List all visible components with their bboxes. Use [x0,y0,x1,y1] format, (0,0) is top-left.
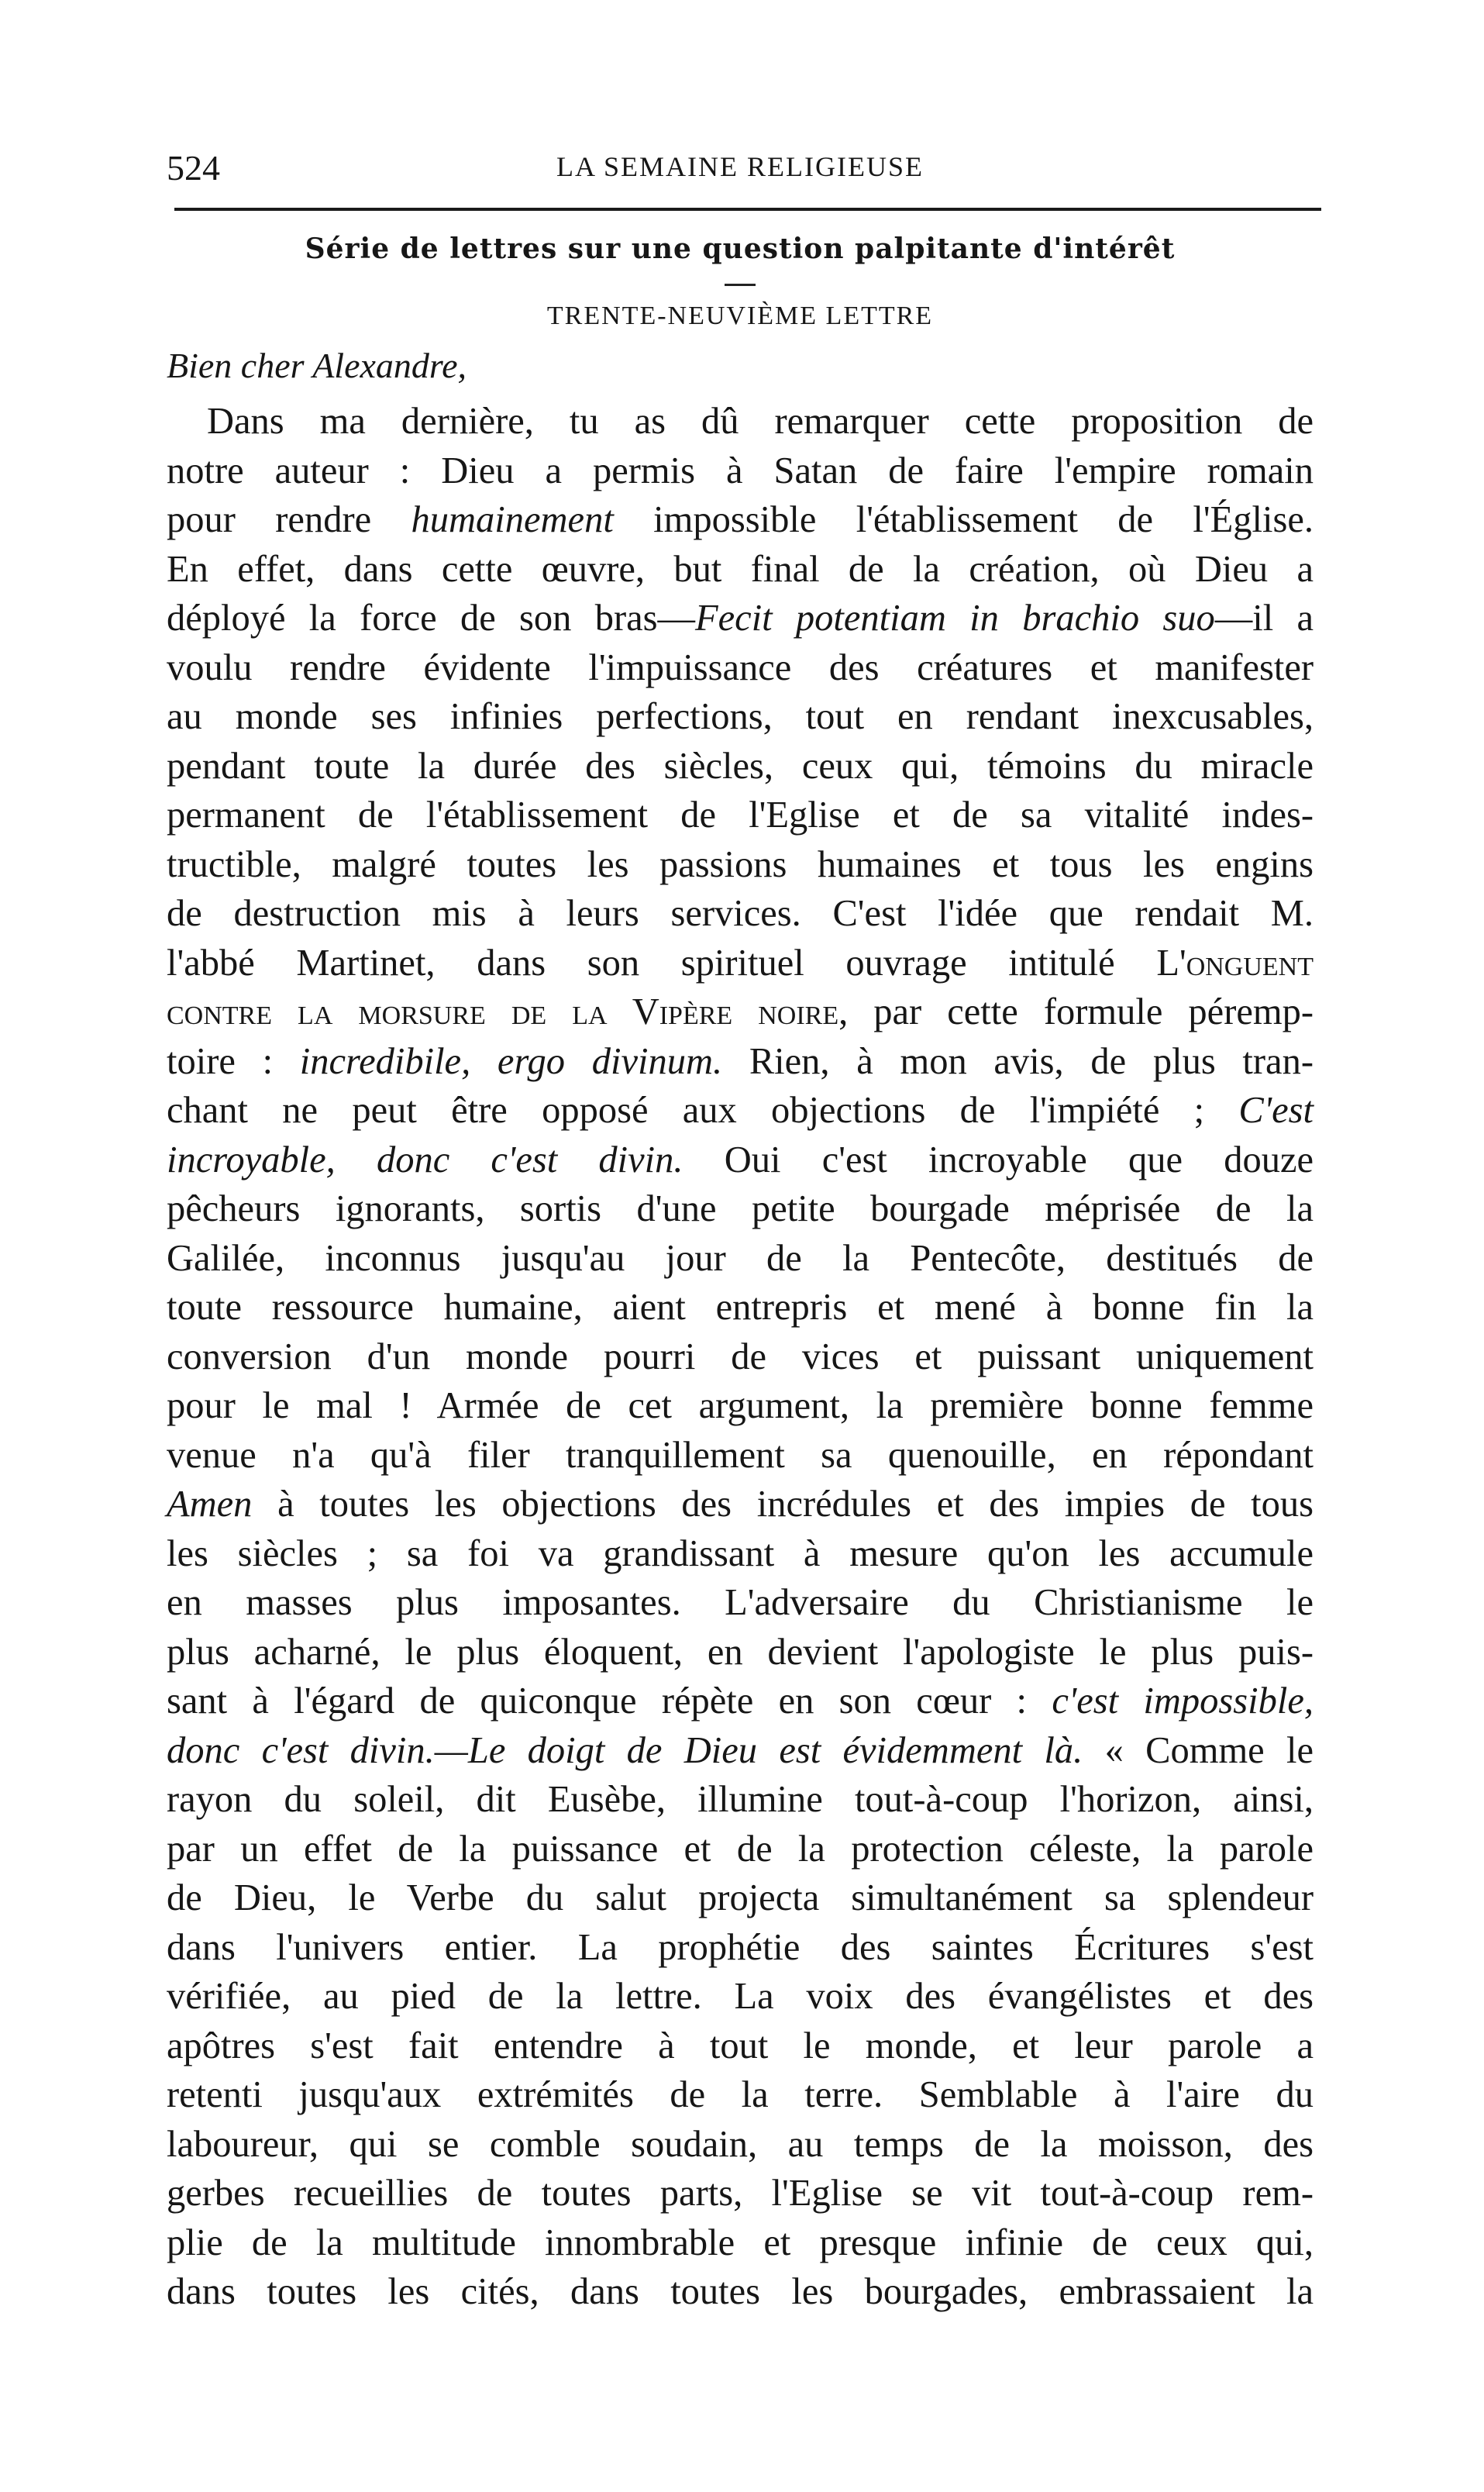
text-line [167,495,1314,545]
text-line [167,643,1314,693]
text-line [167,1381,1314,1431]
text-line [167,2267,1314,2317]
text-line [167,742,1314,791]
text-segment: pêcheurs ignorants, sortis d'une petite bourgade méprisée de la [167,1188,1314,1229]
text-segment: l'abbé Martinet, dans son spirituel ouvrage intitulé [167,942,1157,984]
text-line [167,1184,1314,1234]
document-page [167,132,1314,2317]
text-line [167,840,1314,890]
text-segment: chant ne peut être opposé aux objections de l'impiété ; [167,1090,1239,1131]
text-line [167,1234,1314,1284]
text-segment: c'est impossible, [1052,1680,1314,1722]
text-segment: les siècles ; sa foi va grandissant à mesure qu'on les accumule [167,1532,1314,1574]
salutation: Bien cher Alexandre, [167,346,467,385]
text-segment: incredibile, ergo divinum. [299,1040,723,1082]
text-line [167,1431,1314,1480]
letter-number: TRENTE-NEUVIÈME LETTRE [546,302,934,330]
text-line [167,1529,1314,1579]
text-segment: L'onguent [1156,942,1314,984]
text-segment: Galilée, inconnus jusqu'au jour de la Pentecôte, destitués de [167,1237,1314,1279]
text-segment: tructible, malgré toutes les passions humaines et tous les engins [167,843,1314,885]
text-segment: , par cette formule péremp- [838,991,1314,1032]
text-line [167,1677,1314,1726]
text-segment: Rien, à mon avis, de plus tran- [722,1040,1314,1082]
text-segment: Fecit potentiam in brachio suo [695,598,1215,639]
text-segment: conversion d'un monde pourri de vices et puissant uniquement [167,1336,1314,1377]
text-line [167,2022,1314,2071]
page-number: 524 [167,148,220,188]
text-line [167,1086,1314,1136]
text-segment: plus acharné, le plus éloquent, en devient l'apologiste le plus puis- [167,1631,1314,1673]
text-segment: pour le mal ! Armée de cet argument, la première bonne femme [167,1385,1314,1426]
text-segment: donc c'est divin.—Le doigt de Dieu est évidemment là. [167,1729,1083,1771]
text-line [167,1578,1314,1628]
text-line [167,1136,1314,1185]
text-segment: impossible l'établissement de l'Église. [613,499,1314,540]
text-segment: de Dieu, le Verbe du salut projecta simultanément sa splendeur [167,1877,1314,1918]
text-segment: de destruction mis à leurs services. C'est l'idée que rendait M. [167,893,1314,934]
text-segment: dans toutes les cités, dans toutes les bourgades, embrassaient la [167,2271,1314,2312]
text-segment: rayon du soleil, dit Eusèbe, illumine tout-à-coup l'horizon, ainsi, [167,1779,1314,1820]
text-segment: Oui c'est incroyable que douze [683,1139,1314,1181]
text-segment: sant à l'égard de quiconque répète en son cœur : [167,1680,1052,1722]
text-segment: voulu rendre évidente l'impuissance des créatures et manifester [167,646,1314,688]
text-segment: En effet, dans cette œuvre, but final de la création, où Dieu a [167,548,1314,590]
text-segment: permanent de l'établissement de l'Eglise et de sa vitalité indes- [167,794,1314,836]
text-segment: en masses plus imposantes. L'adversaire du Christianisme le [167,1582,1314,1623]
text-line [167,594,1314,643]
text-line [167,1332,1314,1382]
text-segment: pendant toute la durée des siècles, ceux qui, témoins du miracle [167,745,1314,787]
text-segment: venue n'a qu'à filer tranquillement sa quenouille, en répondant [167,1434,1314,1476]
text-line [167,1037,1314,1087]
header-rule [174,208,1321,211]
text-segment: toute ressource humaine, aient entrepris et mené à bonne fin la [167,1287,1314,1328]
letter-body [167,397,1314,2317]
text-segment: —il a [1214,598,1314,639]
text-line [167,446,1314,496]
title-divider [725,284,756,286]
text-line [167,692,1314,742]
text-segment: au monde ses infinies perfections, tout en rendant inexcusables, [167,696,1314,737]
text-line [167,2218,1314,2268]
text-line [167,2070,1314,2120]
text-segment: gerbes recueillies de toutes parts, l'Eglise se vit tout-à-coup rem- [167,2173,1314,2214]
text-segment: humainement [411,499,614,540]
text-segment: laboureur, qui se comble soudain, au temps de la moisson, des [167,2123,1314,2165]
text-line [167,1972,1314,2022]
text-line [167,1628,1314,1677]
text-segment: toire : [167,1040,300,1082]
text-segment: Dans ma dernière, tu as dû remarquer cette proposition de [207,401,1314,442]
text-line [167,1923,1314,1973]
text-line [167,1283,1314,1332]
text-line [167,939,1314,988]
text-line [167,987,1314,1037]
text-line [167,2120,1314,2170]
text-line [167,889,1314,939]
series-title: Série de lettres sur une question palpitante d'intérêt [305,233,1176,265]
text-segment: vérifiée, au pied de la lettre. La voix des évangélistes et des [167,1976,1314,2017]
text-segment: dans l'univers entier. La prophétie des saintes Écritures s'est [167,1926,1314,1968]
text-line [167,1825,1314,1874]
text-segment: apôtres s'est fait entendre à tout le monde, et leur parole a [167,2025,1314,2066]
text-segment: déployé la force de son bras— [167,598,696,639]
text-segment: Amen [167,1484,253,1525]
text-segment: contre la morsure de la Vipère noire [167,991,839,1032]
journal-title: LA SEMAINE RELIGIEUSE [556,151,924,182]
text-line [167,2169,1314,2218]
text-line [167,1726,1314,1776]
text-segment: « Comme le [1083,1729,1314,1771]
text-segment: pour rendre [167,499,411,540]
text-segment: C'est [1238,1090,1314,1131]
text-segment: retenti jusqu'aux extrémités de la terre. Semblable à l'aire du [167,2074,1314,2115]
text-line [167,397,1314,446]
text-segment: notre auteur : Dieu a permis à Satan de faire l'empire romain [167,450,1314,491]
text-line [167,545,1314,595]
text-line [167,1775,1314,1825]
text-segment: à toutes les objections des incrédules et des impies de tous [252,1484,1314,1525]
text-line [167,1873,1314,1923]
running-head [167,132,1314,202]
text-line [167,791,1314,840]
text-segment: plie de la multitude innombrable et presque infinie de ceux qui, [167,2221,1314,2263]
text-line [167,1480,1314,1529]
text-segment: incroyable, donc c'est divin. [167,1139,683,1181]
text-segment: par un effet de la puissance et de la protection céleste, la parole [167,1828,1314,1870]
